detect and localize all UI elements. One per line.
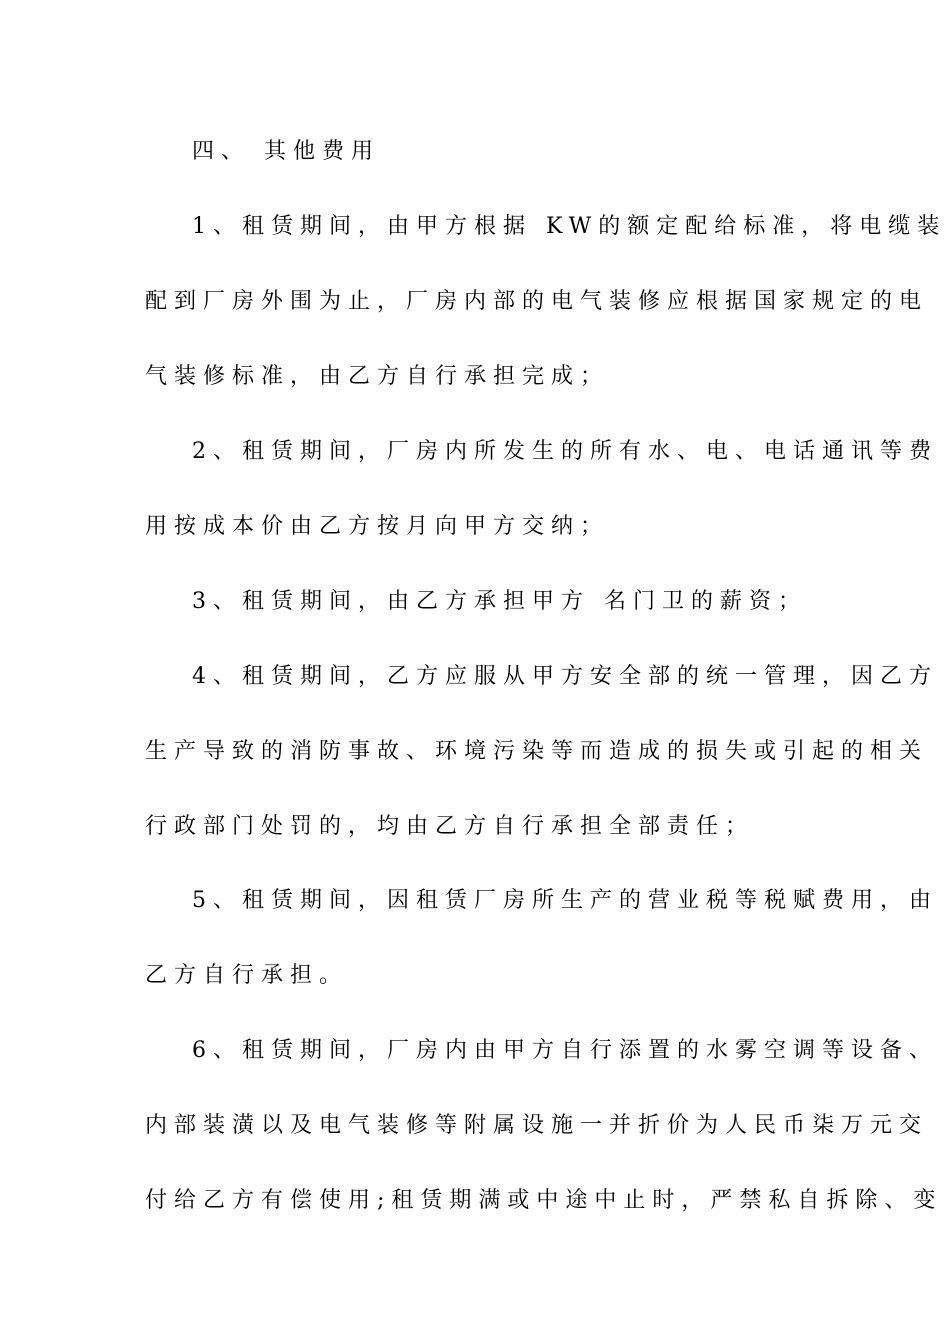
clause-1-line-1: 1、租赁期间，由甲方根据 KW的额定配给标准，将电缆装 <box>192 214 947 239</box>
clause-5-line-2: 乙方自行承担。 <box>145 963 349 988</box>
clause-6-line-1: 6、租赁期间，厂房内由甲方自行添置的水雾空调等设备、 <box>192 1038 938 1063</box>
clause-1-line-2: 配到厂房外围为止，厂房内部的电气装修应根据国家规定的电 <box>145 289 929 314</box>
clause-4-line-3: 行政部门处罚的，均由乙方自行承担全部责任； <box>145 814 755 839</box>
clause-6-line-3: 付给乙方有偿使用;租赁期满或中途中止时，严禁私自拆除、变 <box>145 1188 943 1213</box>
section-heading: 四、 其他费用 <box>192 139 380 164</box>
clause-4-line-1: 4、租赁期间，乙方应服从甲方安全部的统一管理，因乙方 <box>192 664 938 689</box>
clause-1-line-3: 气装修标准，由乙方自行承担完成； <box>145 364 610 389</box>
clause-4-line-2: 生产导致的消防事故、环境污染等而造成的损失或引起的相关 <box>145 739 929 764</box>
clause-2-line-2: 用按成本价由乙方按月向甲方交纳； <box>145 514 610 539</box>
clause-5-line-1: 5、租赁期间，因租赁厂房所生产的营业税等税赋费用，由 <box>192 888 938 913</box>
clause-3-line-1: 3、租赁期间，由乙方承担甲方 名门卫的薪资； <box>192 589 807 614</box>
clause-2-line-1: 2、租赁期间，厂房内所发生的所有水、电、电话通讯等费 <box>192 439 938 464</box>
clause-6-line-2: 内部装潢以及电气装修等附属设施一并折价为人民币柒万元交 <box>145 1113 929 1138</box>
